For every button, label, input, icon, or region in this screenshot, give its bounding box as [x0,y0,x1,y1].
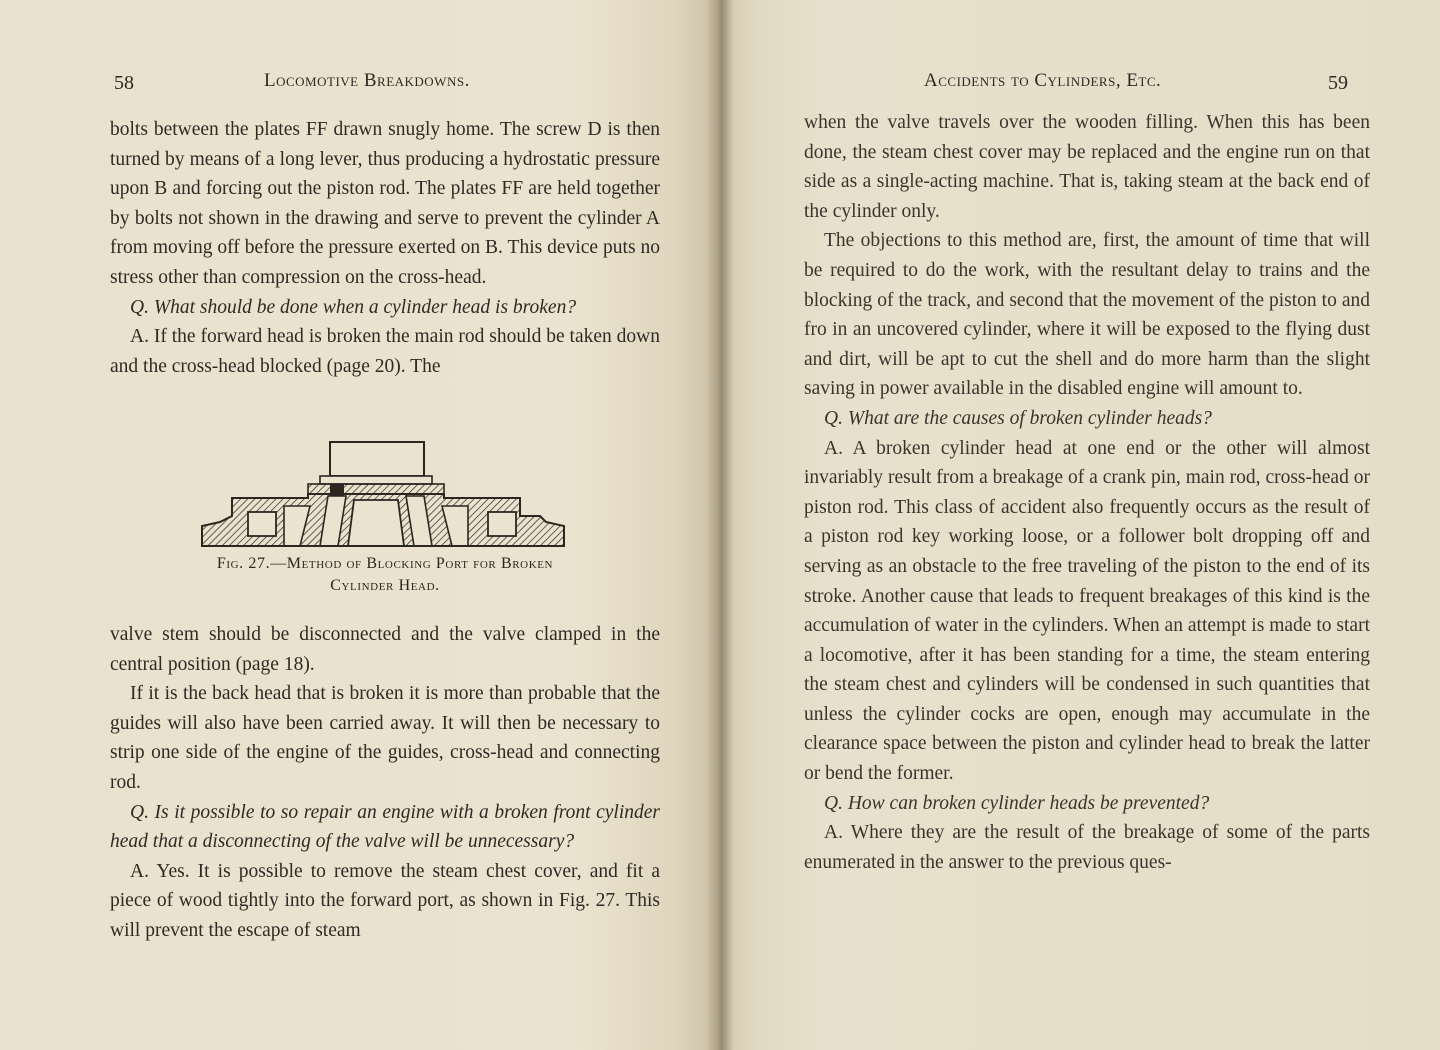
answer-causes [804,434,1370,789]
running-head-left: Locomotive Breakdowns. [264,70,470,91]
question-text: How can broken cylinder heads be prevented? [847,792,1210,814]
answer-text: Where they are the result of the breakage of some of the parts enumerated in the answer to the previous ques- [804,822,1370,873]
paragraph-plates: bolts between the plates FF drawn snugly home. The screw D is then turned by means of a long lever, thus producing a hydrostatic pressure upon B and forcing out the piston rod. The plates FF are held together by bolts not shown in the drawing and serve to prevent the cylinder A from moving off before the pressure exerted on B. This device puts no stress other than compression on the cross-head. [110,119,660,288]
answer-text: A broken cylinder head at one end or the other will almost invariably result from a breakage of a crank pin, main rod, cross-head or piston rod. This class of accident also frequently occurs as the result of a piston rod key working loose, or a follower bolt dropping off and serving as an obstacle to the free traveling of the piston to the end of its stroke. Another cause that leads to frequent breakages of this kind is the accumulation of water in the cylinders. When an attempt is made to start a locomotive, after it has been standing for a time, the steam entering the steam chest and cylinders will be condensed in such quantities that unless the cylinder cocks are open, enough may accumulate in the clearance space between the piston and cylinder head to break the latter or bend the former. [804,437,1370,785]
answer-forward-head [110,322,660,381]
question-text: Is it possible to so repair an engine with a broken front cylinder head that a disconnecting of the valve will be unnecessary? [110,801,661,853]
question-text: What should be done when a cylinder head is broken? [153,296,577,318]
answer-text: Yes. It is possible to remove the steam chest cover, and fit a piece of wood tightly into the forward port, as shown in Fig. 27. This will prevent the escape of steam [110,860,661,941]
figure-27-drawing [200,440,566,550]
answer-label: A. [824,437,843,459]
page-number-right: 59 [1328,72,1348,94]
question-label: Q. [130,296,149,318]
caption-line-1: Fig. 27.—Method of Blocking Port for Broken [216,555,554,572]
paragraph-back-head: If it is the back head that is broken it is more than probable that the guides will also have been carried away. It will then be necessary to strip one side of the engine of the guides, cross-head and connecting rod. [110,683,660,793]
right-text [804,108,1370,877]
question-repair-front-head [110,798,660,857]
answer-continuation: valve stem should be disconnected and the valve clamped in the central position (page 18). [110,624,660,675]
answer-label: A. [130,860,149,882]
left-text-top [110,115,660,381]
right-page [720,0,1440,1050]
answer-text: If the forward head is broken the main rod should be taken down and the cross-head blocked (page 20). The [110,326,660,377]
answer-label: A. [824,822,843,844]
left-text-bottom [110,620,660,946]
question-label: Q. [824,407,843,429]
answer-yes [110,857,660,946]
question-label: Q. [130,801,149,823]
answer-label: A. [130,326,149,348]
figure-27-caption [110,553,660,597]
question-text: What are the causes of broken cylinder heads? [847,407,1212,429]
paragraph-continuation: when the valve travels over the wooden filling. When this has been done, the steam chest cover may be replaced and the engine run on that side as a single-acting machine. That is, taking steam at the back end of the cylinder only. [804,112,1370,222]
page-number-left: 58 [114,72,134,94]
question-label: Q. [824,792,843,814]
question-cylinder-head [110,293,660,323]
question-prevention [804,789,1370,819]
running-head-right: Accidents to Cylinders, Etc. [924,70,1162,91]
caption-line-2: Cylinder Head. [330,577,440,594]
paragraph-objections: The objections to this method are, first, the amount of time that will be required to do the work, with the resultant delay to trains and the blocking of the track, and second that the movement of the piston to and fro in an uncovered cylinder, where it will be exposed to the flying dust and dirt, will be apt to cut the shell and do more harm than the slight saving in power available in the disabled engine will amount to. [804,230,1370,400]
question-causes [804,404,1370,434]
answer-prevention [804,818,1370,877]
